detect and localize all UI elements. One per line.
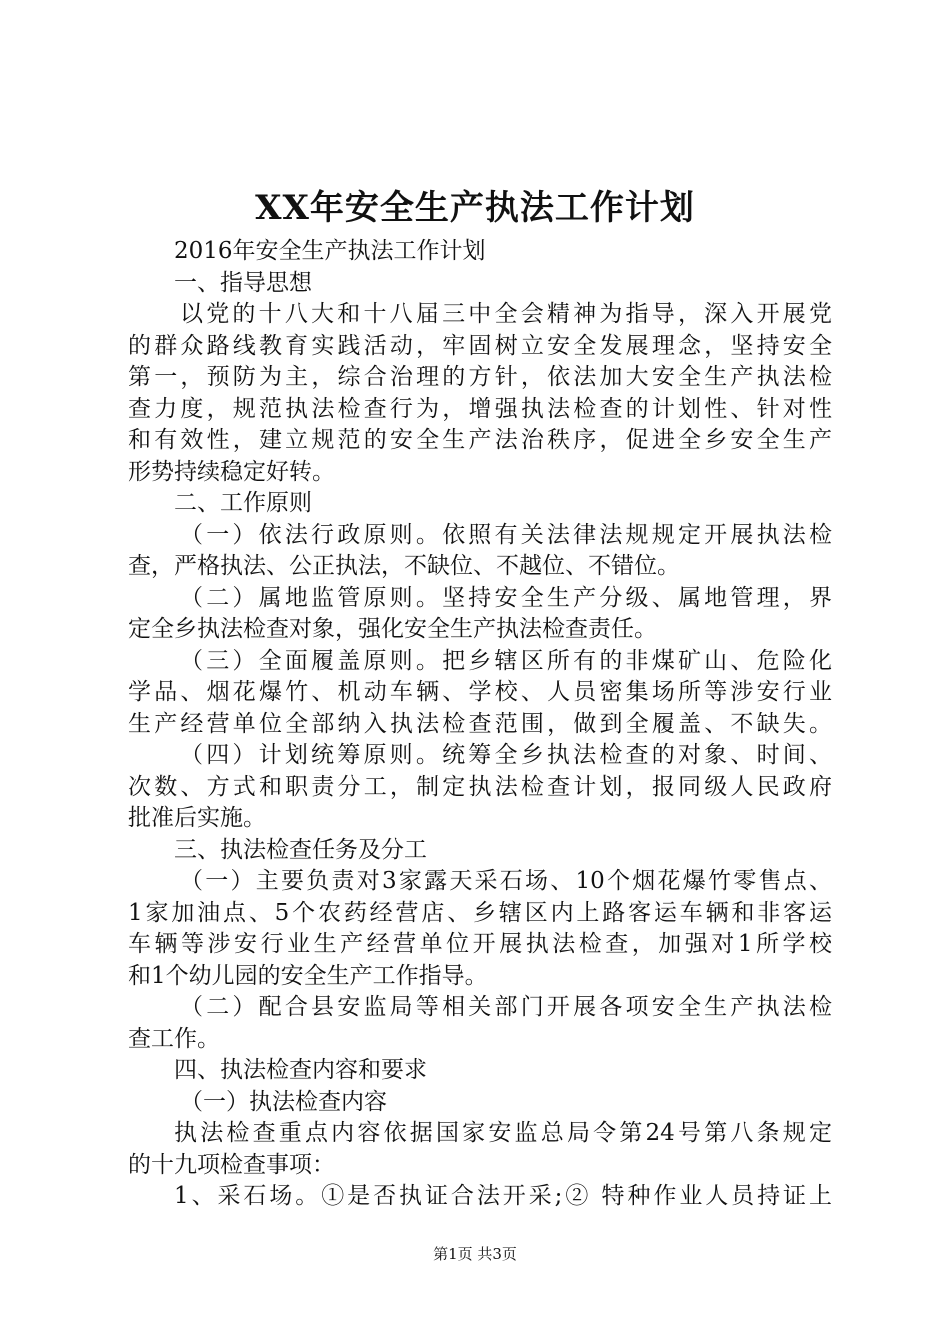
paragraph-line: （二）属地监管原则。坚持安全生产分级、属地管理，界	[180, 584, 832, 611]
paragraph-line: 形势持续稳定好转。	[128, 458, 335, 485]
paragraph-line: 以党的十八大和十八届三中全会精神为指导，深入开展党	[180, 301, 832, 327]
page-footer: 第1页 共3页	[433, 1245, 517, 1263]
paragraph-line: 1、采石场。①是否执证合法开采;② 特种作业人员持证上	[174, 1183, 832, 1209]
paragraph-line: （一）依法行政原则。依照有关法律法规规定开展执法检	[180, 521, 832, 548]
document-subtitle: 2016年安全生产执法工作计划	[174, 238, 486, 264]
paragraph-line: 查工作。	[128, 1025, 220, 1052]
paragraph-line: 的群众路线教育实践活动，牢固树立安全发展理念，坚持安全	[128, 332, 832, 359]
document-body	[128, 236, 832, 1213]
paragraph-line: 查力度，规范执法检查行为，增强执法检查的计划性、针对性	[128, 395, 832, 422]
paragraph-line: 1家加油点、5个农药经营店、乡辖区内上路客运车辆和非客运	[128, 899, 832, 926]
paragraph-line: 车辆等涉安行业生产经营单位开展执法检查，加强对1所学校	[128, 931, 832, 957]
paragraph-line: 学品、烟花爆竹、机动车辆、学校、人员密集场所等涉安行业	[128, 679, 832, 705]
paragraph-line: （二）配合县安监局等相关部门开展各项安全生产执法检	[180, 994, 832, 1020]
section-heading: 一、指导思想	[174, 269, 312, 296]
document-title: XX年安全生产执法工作计划	[255, 188, 695, 228]
paragraph-line: （三）全面履盖原则。把乡辖区所有的非煤矿山、危险化	[180, 647, 832, 674]
paragraph-line: 定全乡执法检查对象，强化安全生产执法检查责任。	[128, 616, 657, 642]
paragraph-line: （四）计划统筹原则。统筹全乡执法检查的对象、时间、	[180, 742, 832, 768]
section-heading: 三、执法检查任务及分工	[174, 836, 427, 863]
paragraph-line: 次数、方式和职责分工，制定执法检查计划，报同级人民政府	[128, 773, 832, 800]
paragraph-line: 批准后实施。	[128, 805, 266, 831]
section-heading: 四、执法检查内容和要求	[174, 1057, 427, 1083]
paragraph-line: 和有效性，建立规范的安全生产法治秩序，促进全乡安全生产	[128, 427, 832, 453]
paragraph-line: 第一，预防为主，综合治理的方针，依法加大安全生产执法检	[128, 364, 832, 390]
paragraph-line: 和1个幼儿园的安全生产工作指导。	[128, 962, 488, 989]
paragraph-line: 生产经营单位全部纳入执法检查范围，做到全履盖、不缺失。	[128, 710, 832, 737]
paragraph-line: 执法检查重点内容依据国家安监总局令第24号第八条规定	[174, 1120, 832, 1146]
section-heading: 二、工作原则	[174, 490, 312, 516]
paragraph-line: （一）主要负责对3家露天采石场、10个烟花爆竹零售点、	[180, 868, 832, 894]
paragraph-line: 查，严格执法、公正执法，不缺位、不越位、不错位。	[128, 553, 680, 579]
paragraph-line: 的十九项检查事项：	[128, 1151, 335, 1178]
subsection-heading: （一）执法检查内容	[180, 1088, 387, 1115]
